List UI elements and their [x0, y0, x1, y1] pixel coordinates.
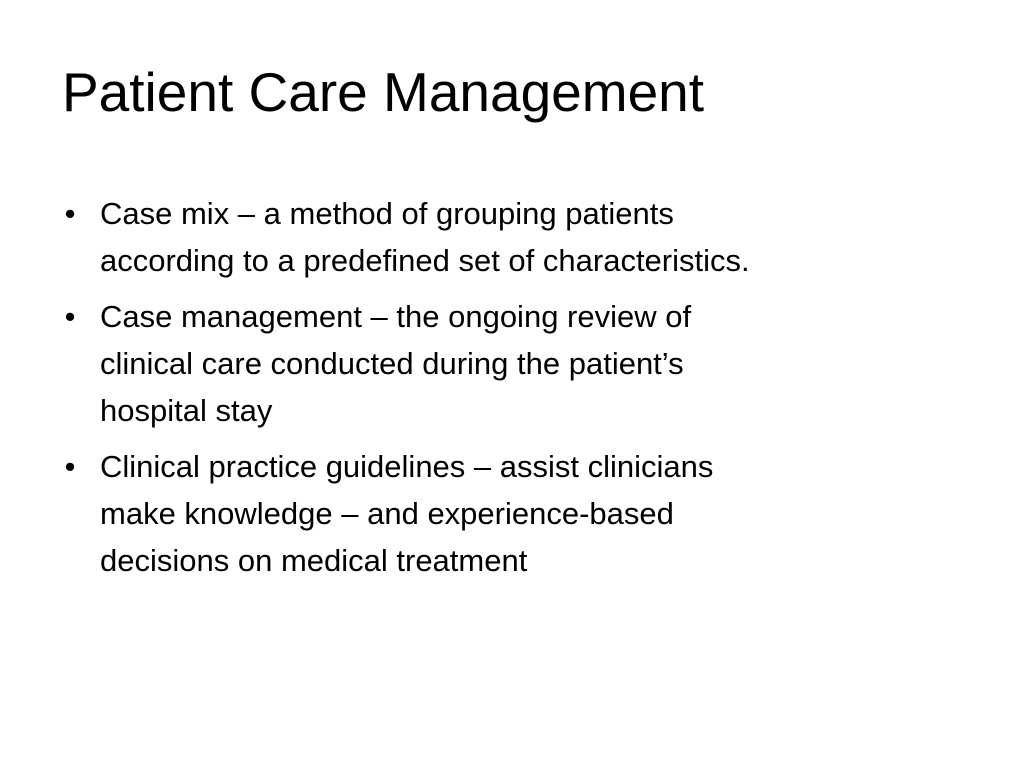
bullet-list	[60, 190, 940, 593]
bullet-line: make knowledge – and experience-based	[100, 496, 674, 531]
bullet-item-clinical-practice-guidelines	[60, 443, 940, 584]
slide-title: Patient Care Management	[62, 61, 705, 123]
bullet-line: Case mix – a method of grouping patients	[100, 196, 674, 231]
bullet-marker-icon: •	[64, 449, 76, 484]
bullet-line: according to a predefined set of characteristics.	[100, 243, 750, 278]
bullet-marker-icon: •	[64, 196, 76, 231]
bullet-marker-icon: •	[64, 299, 76, 334]
bullet-item-case-management	[60, 293, 940, 434]
bullet-item-case-mix	[60, 190, 940, 284]
bullet-line: hospital stay	[100, 393, 273, 428]
bullet-line: Clinical practice guidelines – assist clinicians	[100, 449, 714, 484]
bullet-line: clinical care conducted during the patient’s	[100, 346, 684, 381]
bullet-line: decisions on medical treatment	[100, 543, 528, 578]
bullet-line: Case management – the ongoing review of	[100, 299, 692, 334]
